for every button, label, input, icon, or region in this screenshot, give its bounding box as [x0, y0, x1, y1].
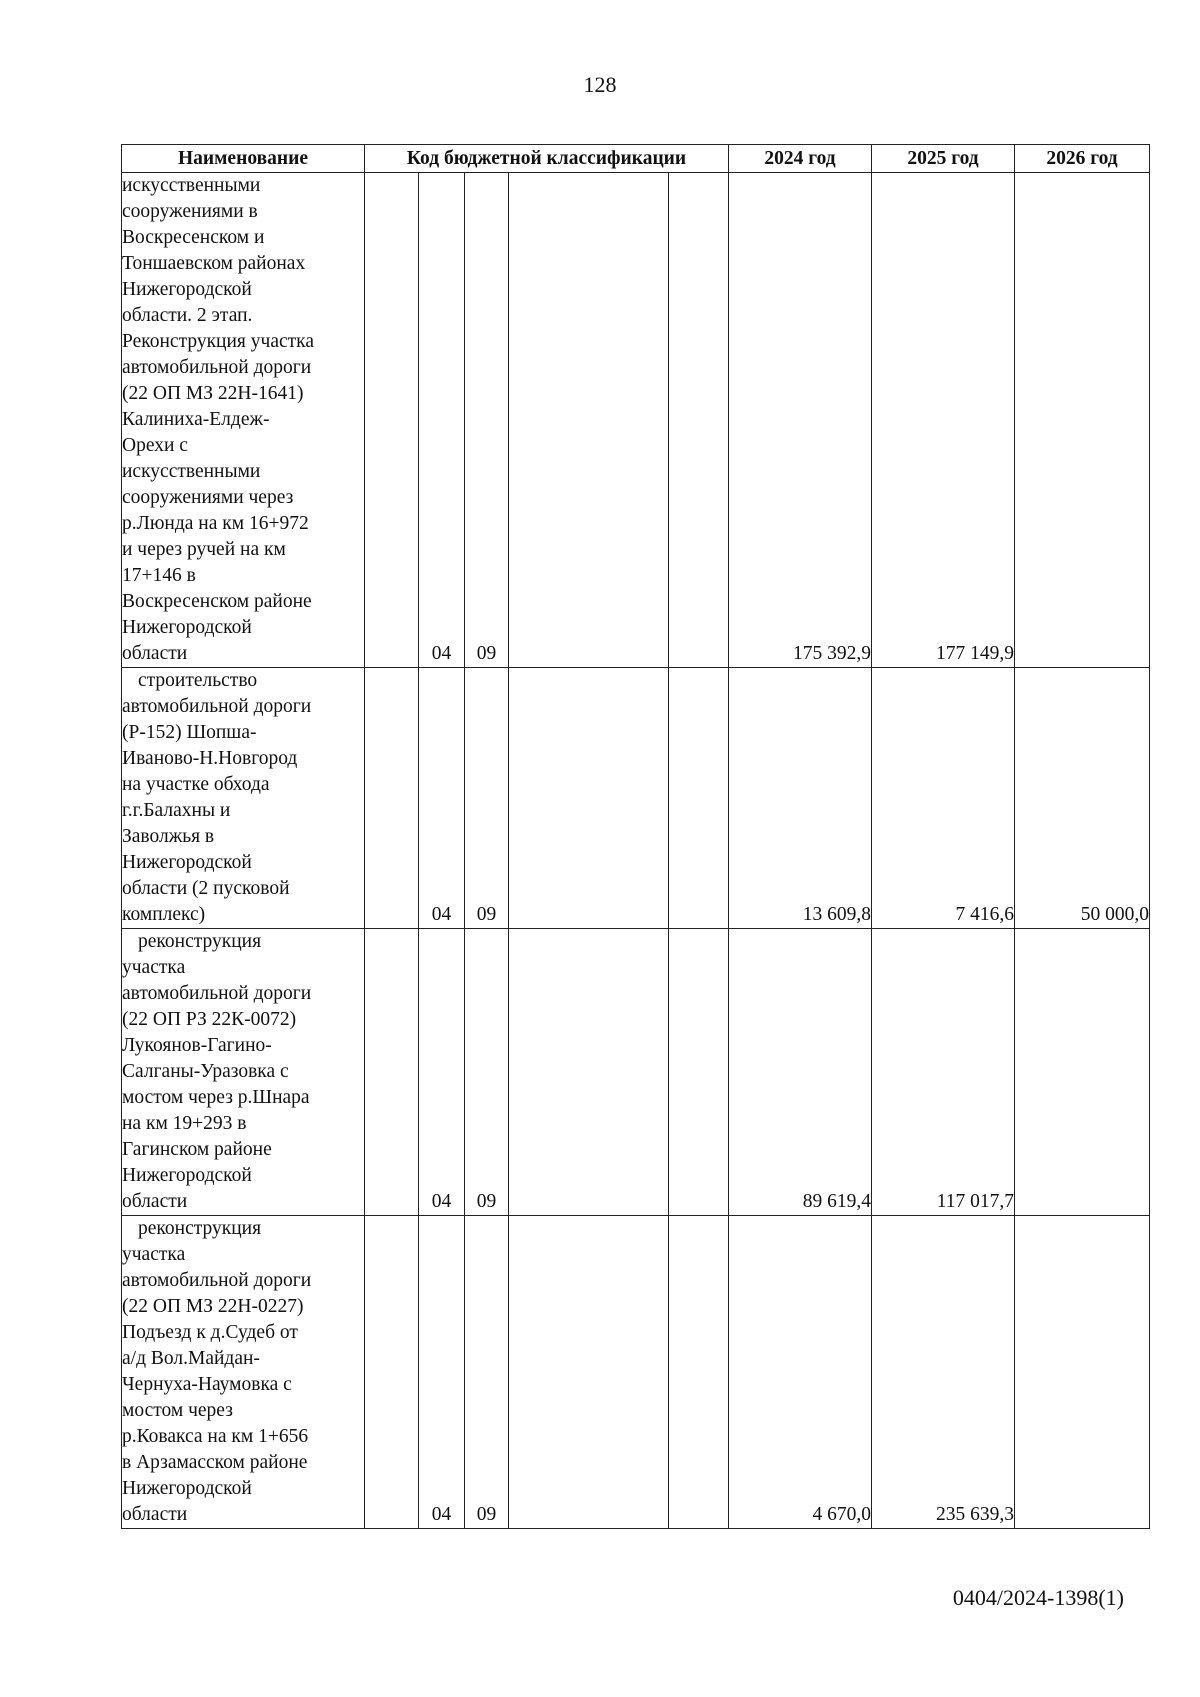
- row-name-line: [122, 225, 364, 251]
- row-name-line: [122, 563, 364, 589]
- amount-2024: 13 609,8: [729, 668, 872, 929]
- row-name-text: Нижегородской: [122, 1478, 252, 1499]
- row-name-text: Нижегородской: [122, 617, 252, 638]
- row-name-line: [122, 1111, 364, 1137]
- code-cell-c2: 04: [419, 1216, 465, 1529]
- row-name-line: [122, 641, 364, 667]
- row-name-text: строительство: [138, 670, 258, 691]
- code-cell-c5: [669, 668, 729, 929]
- row-name-line: [122, 355, 364, 381]
- row-name-text: автомобильной дороги: [122, 357, 312, 378]
- row-name: [122, 668, 365, 929]
- table-row: [122, 929, 1150, 1216]
- amount-2026: [1015, 173, 1150, 668]
- row-name-text: Нижегородской: [122, 852, 252, 873]
- row-name-text: Тоншаевском районах: [122, 253, 306, 274]
- row-name-text: в Арзамасском районе: [122, 1452, 308, 1473]
- row-name-text: 17+146 в: [122, 565, 196, 586]
- row-name-text: на км 19+293 в: [122, 1113, 247, 1134]
- row-name-text: реконструкция: [138, 1218, 262, 1239]
- row-name-text: Заволжья в: [122, 826, 215, 847]
- amount-2026: [1015, 1216, 1150, 1529]
- row-name-text: Орехи с: [122, 435, 188, 456]
- row-name-line: [122, 199, 364, 225]
- row-name: [122, 173, 365, 668]
- header-2025: 2025 год: [872, 145, 1015, 173]
- amount-2025: 235 639,3: [872, 1216, 1015, 1529]
- row-name-text: сооружениями в: [122, 201, 258, 222]
- row-name-text: сооружениями через: [122, 487, 294, 508]
- amount-2025: 117 017,7: [872, 929, 1015, 1216]
- row-name-line: [122, 1424, 364, 1450]
- row-name-line: [122, 251, 364, 277]
- budget-table: [121, 144, 1150, 1529]
- row-name-text: области: [122, 1504, 188, 1525]
- header-budget-code: Код бюджетной классификации: [365, 145, 729, 173]
- code-cell-c1: [365, 668, 419, 929]
- row-name-line: [122, 1085, 364, 1111]
- row-name-text: на участке обхода: [122, 774, 270, 795]
- row-name-text: автомобильной дороги: [122, 983, 312, 1004]
- row-name-text: (Р-152) Шопша-: [122, 722, 257, 743]
- table-row: [122, 668, 1150, 929]
- row-name-line: [122, 694, 364, 720]
- row-name-text: участка: [122, 957, 186, 978]
- row-name-line: [122, 668, 364, 694]
- row-name-text: Реконструкция участка: [122, 331, 314, 352]
- row-name-line: [122, 407, 364, 433]
- header-name: Наименование: [122, 145, 365, 173]
- row-name-text: Подъезд к д.Судеб от: [122, 1322, 298, 1343]
- header-2026: 2026 год: [1015, 145, 1150, 173]
- row-name-line: [122, 876, 364, 902]
- code-cell-c5: [669, 173, 729, 668]
- row-name-line: [122, 1320, 364, 1346]
- header-2024: 2024 год: [729, 145, 872, 173]
- amount-2024: 89 619,4: [729, 929, 872, 1216]
- row-name-line: [122, 1059, 364, 1085]
- code-cell-c1: [365, 929, 419, 1216]
- row-name-line: [122, 277, 364, 303]
- row-name-text: Салганы-Уразовка с: [122, 1061, 289, 1082]
- row-name-line: [122, 1268, 364, 1294]
- row-name-line: [122, 1189, 364, 1215]
- header-row: [122, 145, 1150, 173]
- code-cell-c2: 04: [419, 668, 465, 929]
- row-name: [122, 929, 365, 1216]
- row-name-line: [122, 433, 364, 459]
- code-cell-c5: [669, 929, 729, 1216]
- row-name-text: Калиниха-Елдеж-: [122, 409, 270, 430]
- row-name-text: мостом через р.Шнара: [122, 1087, 310, 1108]
- row-name-text: Нижегородской: [122, 1165, 252, 1186]
- code-cell-c4: [509, 929, 669, 1216]
- row-name-line: [122, 824, 364, 850]
- amount-2026: 50 000,0: [1015, 668, 1150, 929]
- row-name-line: [122, 1398, 364, 1424]
- row-name-text: участка: [122, 1244, 186, 1265]
- row-name-line: [122, 1137, 364, 1163]
- row-name-line: [122, 1476, 364, 1502]
- code-cell-c4: [509, 1216, 669, 1529]
- row-name-text: искусственными: [122, 461, 261, 482]
- row-name-text: р.Люнда на км 16+972: [122, 513, 309, 534]
- row-name-line: [122, 955, 364, 981]
- row-name-text: Нижегородской: [122, 279, 252, 300]
- row-name-text: комплекс): [122, 904, 206, 925]
- row-name-line: [122, 615, 364, 641]
- row-name-line: [122, 1033, 364, 1059]
- row-name-line: [122, 511, 364, 537]
- code-cell-c3: 09: [465, 173, 509, 668]
- amount-2025: 177 149,9: [872, 173, 1015, 668]
- row-name-text: области (2 пусковой: [122, 878, 290, 899]
- row-name-line: [122, 902, 364, 928]
- row-name-text: автомобильной дороги: [122, 696, 312, 717]
- code-cell-c3: 09: [465, 929, 509, 1216]
- row-name-line: [122, 1242, 364, 1268]
- code-cell-c3: 09: [465, 1216, 509, 1529]
- amount-2026: [1015, 929, 1150, 1216]
- code-cell-c1: [365, 1216, 419, 1529]
- row-name-line: [122, 772, 364, 798]
- table-row: [122, 1216, 1150, 1529]
- row-name-line: [122, 798, 364, 824]
- row-name-text: Воскресенском районе: [122, 591, 312, 612]
- code-cell-c2: 04: [419, 929, 465, 1216]
- row-name: [122, 1216, 365, 1529]
- row-name-text: Воскресенском и: [122, 227, 265, 248]
- amount-2025: 7 416,6: [872, 668, 1015, 929]
- row-name-text: Лукоянов-Гагино-: [122, 1035, 272, 1056]
- row-name-line: [122, 850, 364, 876]
- row-name-line: [122, 303, 364, 329]
- code-cell-c4: [509, 668, 669, 929]
- row-name-line: [122, 1007, 364, 1033]
- row-name-line: [122, 329, 364, 355]
- row-name-text: мостом через: [122, 1400, 233, 1421]
- row-name-text: (22 ОП МЗ 22Н-1641): [122, 383, 304, 404]
- row-name-text: г.г.Балахны и: [122, 800, 231, 821]
- code-cell-c4: [509, 173, 669, 668]
- row-name-line: [122, 459, 364, 485]
- row-name-text: автомобильной дороги: [122, 1270, 312, 1291]
- row-name-line: [122, 381, 364, 407]
- row-name-text: области: [122, 1191, 188, 1212]
- row-name-text: (22 ОП РЗ 22К-0072): [122, 1009, 297, 1030]
- row-name-text: и через ручей на км: [122, 539, 286, 560]
- row-name-text: (22 ОП МЗ 22Н-0227): [122, 1296, 304, 1317]
- row-name-text: искусственными: [122, 175, 261, 196]
- row-name-text: области. 2 этап.: [122, 305, 253, 326]
- code-cell-c3: 09: [465, 668, 509, 929]
- row-name-text: реконструкция: [138, 931, 262, 952]
- row-name-line: [122, 746, 364, 772]
- row-name-line: [122, 1502, 364, 1528]
- row-name-line: [122, 1163, 364, 1189]
- code-cell-c2: 04: [419, 173, 465, 668]
- row-name-line: [122, 981, 364, 1007]
- row-name-line: [122, 589, 364, 615]
- amount-2024: 4 670,0: [729, 1216, 872, 1529]
- row-name-line: [122, 720, 364, 746]
- document-code: 0404/2024-1398(1): [952, 1585, 1124, 1610]
- row-name-text: Гагинском районе: [122, 1139, 272, 1160]
- row-name-line: [122, 537, 364, 563]
- code-cell-c5: [669, 1216, 729, 1529]
- row-name-line: [122, 1372, 364, 1398]
- row-name-text: а/д Вол.Майдан-: [122, 1348, 260, 1369]
- row-name-line: [122, 929, 364, 955]
- code-cell-c1: [365, 173, 419, 668]
- row-name-line: [122, 1346, 364, 1372]
- row-name-line: [122, 1294, 364, 1320]
- row-name-text: Иваново-Н.Новгород: [122, 748, 298, 769]
- row-name-text: области: [122, 643, 188, 664]
- row-name-line: [122, 1216, 364, 1242]
- row-name-line: [122, 173, 364, 199]
- row-name-line: [122, 485, 364, 511]
- row-name-text: р.Ковакса на км 1+656: [122, 1426, 309, 1447]
- amount-2024: 175 392,9: [729, 173, 872, 668]
- row-name-line: [122, 1450, 364, 1476]
- page-number: 128: [583, 72, 617, 97]
- row-name-text: Чернуха-Наумовка с: [122, 1374, 292, 1395]
- table-row: [122, 173, 1150, 668]
